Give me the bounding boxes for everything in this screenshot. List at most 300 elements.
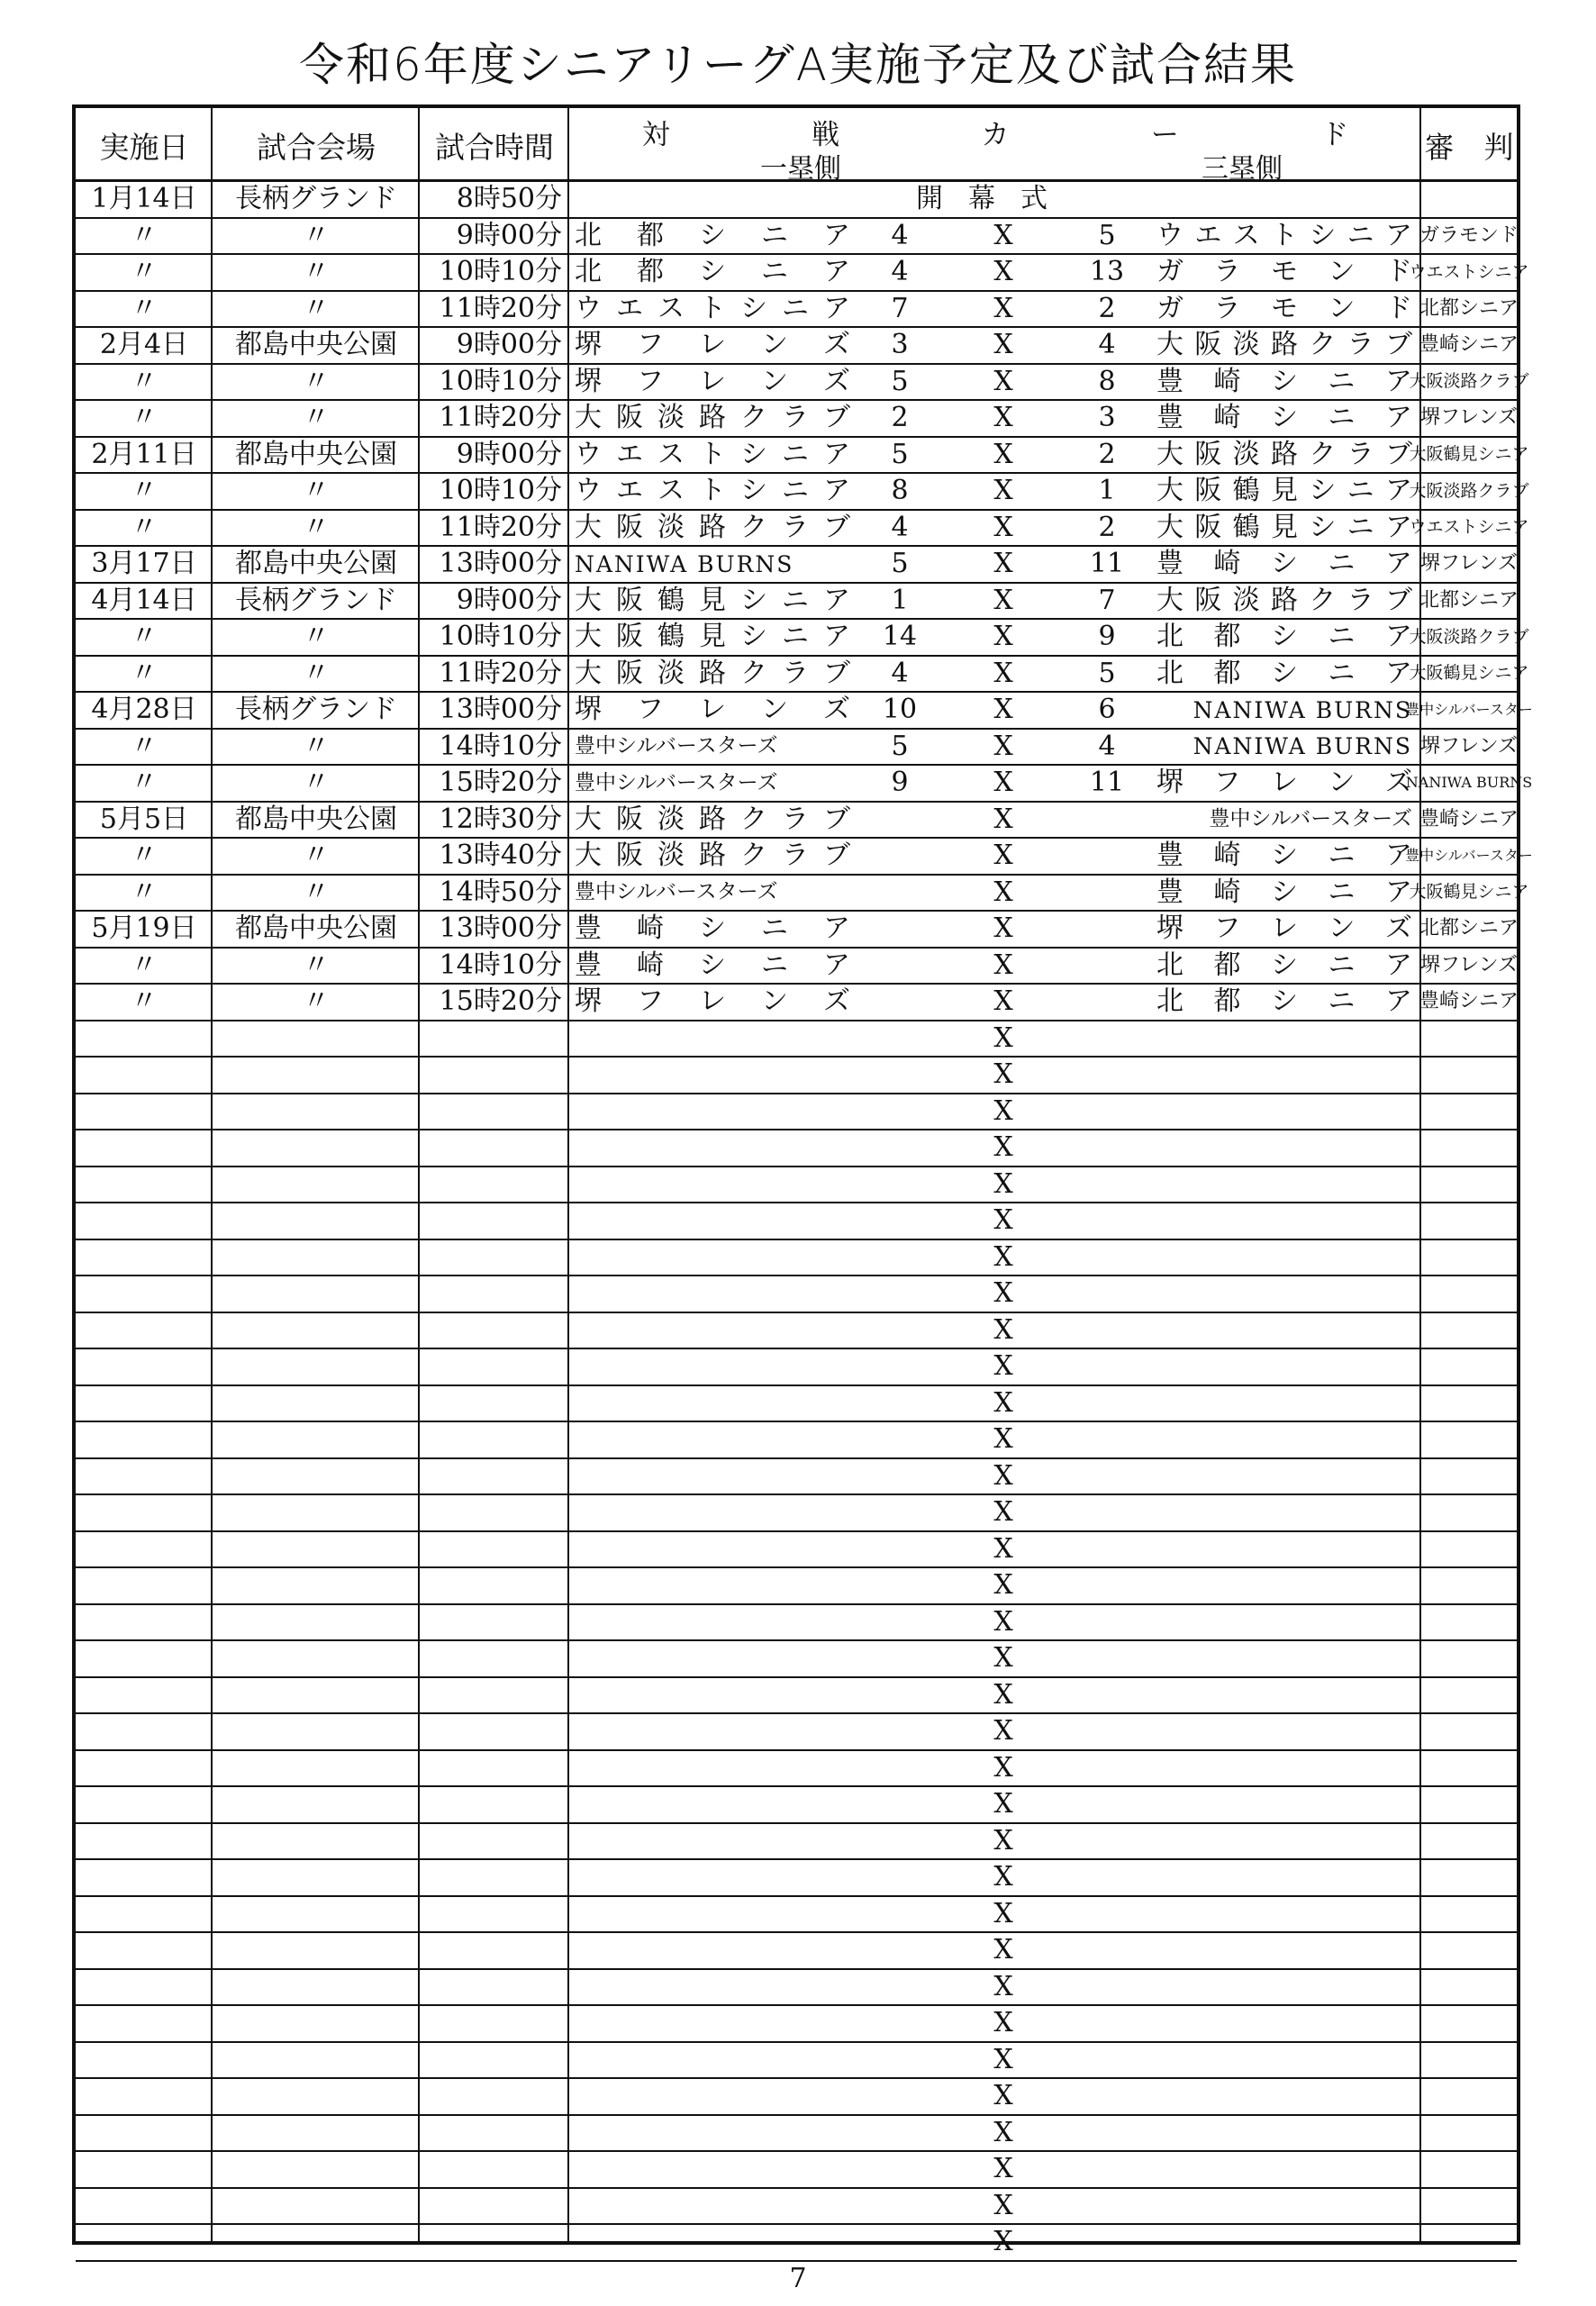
empty-table-row: [76, 1824, 1517, 1861]
row-third-base-team: ガ ラ モ ン ド: [1156, 256, 1412, 287]
row-first-base-team: 大 阪 淡 路 ク ラ ブ: [575, 402, 850, 433]
empty-table-row: [76, 1751, 1517, 1788]
row-venue: 〃: [303, 949, 330, 981]
row-third-base-score: 8: [1098, 365, 1116, 397]
row-first-base-score: 5: [891, 438, 909, 470]
row-versus-mark: X: [993, 1167, 1013, 1200]
row-versus-mark: X: [993, 2080, 1013, 2111]
table-row: [76, 219, 1517, 256]
row-date: 〃: [131, 949, 158, 981]
row-first-base-team: 堺 フ レ ン ズ: [575, 329, 850, 360]
header-third-base: 三塁側: [1202, 153, 1283, 185]
row-versus-mark: X: [993, 767, 1013, 798]
row-versus-mark: X: [993, 2043, 1013, 2075]
empty-table-row: [76, 1970, 1517, 2007]
row-third-base-team: 大 阪 鶴 見 シ ニ ア: [1156, 511, 1412, 543]
row-venue: 〃: [303, 730, 330, 762]
empty-table-row: [76, 2043, 1517, 2080]
row-first-base-team: ウ エ ス ト シ ニ ア: [575, 475, 850, 506]
row-third-base-team: 豊中シルバースターズ: [1209, 807, 1412, 831]
table-row: [76, 949, 1517, 985]
row-third-base-team: ガ ラ モ ン ド: [1156, 292, 1412, 324]
row-umpire: 北都シニア: [1419, 588, 1519, 612]
row-third-base-team: 豊 崎 シ ニ ア: [1156, 365, 1412, 397]
row-versus-mark: X: [993, 1423, 1013, 1455]
row-time: 9時00分: [456, 584, 562, 616]
row-time: 14時10分: [439, 730, 562, 762]
row-versus-mark: X: [993, 949, 1013, 981]
table-row: [76, 766, 1533, 803]
row-first-base-team: 大 阪 淡 路 ク ラ ブ: [575, 511, 850, 543]
row-versus-mark: X: [993, 1861, 1013, 1893]
row-time: 15時20分: [439, 767, 562, 798]
row-date: 〃: [131, 621, 158, 652]
row-third-base-score: 1: [1098, 475, 1116, 506]
row-first-base-team: 堺 フ レ ン ズ: [575, 985, 850, 1017]
empty-table-row: [76, 1386, 1517, 1423]
row-venue: 長柄グランド: [235, 694, 397, 725]
row-first-base-team: 堺 フ レ ン ズ: [575, 365, 850, 397]
row-first-base-team: 北 都 シ ニ ア: [575, 219, 850, 251]
row-third-base-score: [1057, 912, 1156, 946]
row-third-base-team: 北 都 シ ニ ア: [1156, 985, 1412, 1017]
row-time: 13時00分: [439, 548, 562, 579]
row-venue: 長柄グランド: [235, 584, 397, 616]
empty-table-row: [76, 1897, 1517, 1934]
table-row: [76, 985, 1517, 1021]
row-umpire: 堺フレンズ: [1420, 406, 1518, 429]
empty-table-row: [76, 2225, 1517, 2262]
empty-table-row: [76, 1240, 1517, 1277]
row-third-base-score: [1057, 985, 1156, 1019]
row-date: 〃: [131, 475, 158, 506]
header-match-char: ド: [1320, 119, 1349, 151]
empty-table-row: [76, 1276, 1517, 1313]
row-first-base-team: 堺 フ レ ン ズ: [575, 694, 850, 725]
row-third-base-score: 5: [1098, 657, 1116, 689]
row-first-base-score: [850, 985, 949, 1019]
row-umpire: 大阪淡路クラブ: [1409, 371, 1529, 391]
table-row: [76, 511, 1529, 548]
row-umpire: ウエストシニア: [1409, 261, 1529, 282]
row-date: 4月14日: [91, 584, 197, 616]
empty-table-row: [76, 2189, 1517, 2226]
row-versus-mark: X: [993, 803, 1013, 835]
row-third-base-score: 3: [1098, 402, 1116, 433]
schedule-table: [72, 104, 1533, 2257]
row-umpire: 大阪淡路クラブ: [1409, 480, 1529, 501]
row-umpire: ウエストシニア: [1409, 517, 1529, 537]
row-first-base-score: 7: [891, 292, 909, 324]
row-first-base-team: 豊中シルバースターズ: [575, 734, 778, 758]
row-third-base-team: 大 阪 淡 路 ク ラ ブ: [1156, 329, 1412, 360]
row-first-base-score: 5: [891, 730, 909, 762]
row-time: 11時20分: [439, 402, 562, 433]
row-umpire: 堺フレンズ: [1420, 552, 1518, 575]
row-versus-mark: X: [993, 438, 1013, 470]
table-row: [76, 547, 1517, 584]
row-umpire: 大阪鶴見シニア: [1409, 663, 1529, 683]
row-date: 2月4日: [99, 329, 189, 360]
row-third-base-team: 豊 崎 シ ニ ア: [1156, 402, 1412, 433]
row-versus-mark: X: [993, 694, 1013, 725]
row-versus-mark: X: [993, 912, 1013, 944]
row-time: 13時00分: [439, 912, 562, 944]
empty-table-row: [76, 1349, 1517, 1386]
row-umpire: 豊中シルバースター: [1405, 701, 1533, 718]
header-match-char: カ: [981, 119, 1010, 151]
row-time: 9時00分: [456, 438, 562, 470]
empty-table-row: [76, 1933, 1517, 1970]
empty-table-row: [76, 1094, 1517, 1131]
row-umpire: ガラモンド: [1419, 223, 1519, 247]
empty-table-row: [76, 1568, 1517, 1605]
row-first-base-score: [850, 876, 949, 910]
row-venue: 〃: [303, 511, 330, 543]
empty-table-row: [76, 1313, 1517, 1350]
row-time: 13時00分: [439, 694, 562, 725]
row-first-base-team: 大 阪 淡 路 ク ラ ブ: [575, 840, 850, 871]
row-third-base-score: [1057, 876, 1156, 910]
row-time: 11時20分: [439, 511, 562, 543]
row-versus-mark: X: [993, 1605, 1013, 1638]
row-versus-mark: X: [993, 1970, 1013, 2002]
table-row: [76, 182, 1517, 219]
row-time: 9時00分: [456, 219, 562, 251]
header-venue: 試合会場: [257, 129, 376, 165]
row-venue: 〃: [303, 985, 330, 1017]
row-third-base-score: 2: [1098, 438, 1116, 470]
row-first-base-team: 大 阪 鶴 見 シ ニ ア: [575, 584, 850, 616]
column-divider: [418, 108, 420, 2241]
row-third-base-score: [1057, 803, 1156, 837]
empty-table-row: [76, 1641, 1517, 1678]
row-third-base-team: NANIWA BURNS: [1192, 696, 1412, 723]
table-row: [76, 255, 1529, 292]
column-divider: [567, 108, 569, 2241]
empty-table-row: [76, 1605, 1517, 1642]
row-versus-mark: X: [993, 511, 1013, 543]
table-row: [76, 839, 1533, 876]
row-third-base-score: 13: [1089, 256, 1125, 287]
row-first-base-score: 14: [882, 621, 918, 652]
row-versus-mark: X: [993, 730, 1013, 762]
table-row: [76, 438, 1529, 475]
row-third-base-team: 堺 フ レ ン ズ: [1156, 767, 1412, 798]
empty-table-row: [76, 1422, 1517, 1459]
row-date: 〃: [131, 876, 158, 908]
row-versus-mark: X: [993, 402, 1013, 433]
row-date: 〃: [131, 840, 158, 871]
row-third-base-score: 4: [1098, 730, 1116, 762]
row-versus-mark: X: [993, 876, 1013, 908]
row-first-base-score: 4: [891, 219, 909, 251]
row-third-base-score: 6: [1098, 694, 1116, 725]
row-date: 4月28日: [91, 694, 197, 725]
row-date: 5月19日: [91, 912, 197, 944]
row-date: 〃: [131, 767, 158, 798]
header-umpire: 審 判: [1424, 129, 1514, 165]
page-number: 7: [789, 2263, 807, 2294]
row-versus-mark: X: [993, 1642, 1013, 1674]
row-third-base-team: 豊 崎 シ ニ ア: [1156, 840, 1412, 871]
row-versus-mark: X: [993, 2153, 1013, 2184]
row-third-base-score: 11: [1089, 767, 1125, 798]
row-venue: 〃: [303, 365, 330, 397]
table-header: [76, 108, 1517, 185]
row-date: 5月5日: [99, 803, 189, 835]
table-row: [76, 584, 1517, 621]
row-date: 3月17日: [91, 548, 197, 579]
row-third-base-team: 北 都 シ ニ ア: [1156, 621, 1412, 652]
row-third-base-score: [1057, 949, 1156, 983]
row-time: 14時10分: [439, 949, 562, 981]
header-first-base: 一塁側: [760, 153, 841, 185]
row-venue: 都島中央公園: [235, 329, 397, 360]
row-umpire: 大阪鶴見シニア: [1409, 882, 1529, 902]
row-venue: 〃: [303, 657, 330, 689]
row-third-base-team: 大 阪 淡 路 ク ラ ブ: [1156, 438, 1412, 470]
row-first-base-team: 北 都 シ ニ ア: [575, 256, 850, 287]
row-umpire: 北都シニア: [1419, 296, 1519, 320]
row-versus-mark: X: [993, 1131, 1013, 1163]
table-body: [76, 182, 1533, 2262]
empty-table-row: [76, 1021, 1517, 1058]
row-venue: 〃: [303, 621, 330, 652]
row-versus-mark: X: [993, 1824, 1013, 1857]
row-first-base-score: [850, 803, 949, 837]
row-first-base-team: 大 阪 淡 路 ク ラ ブ: [575, 803, 850, 835]
row-date: 〃: [131, 985, 158, 1017]
row-time: 15時20分: [439, 985, 562, 1017]
row-umpire: 大阪鶴見シニア: [1409, 444, 1529, 464]
row-first-base-team: 豊中シルバースターズ: [575, 770, 778, 794]
row-venue: 〃: [303, 840, 330, 871]
row-versus-mark: X: [993, 1751, 1013, 1784]
table-row: [76, 693, 1533, 730]
empty-table-row: [76, 1787, 1517, 1824]
row-versus-mark: X: [993, 584, 1013, 616]
row-third-base-score: [1057, 839, 1156, 873]
row-venue: 都島中央公園: [235, 438, 397, 470]
row-venue: 長柄グランド: [235, 183, 397, 214]
header-match-title: [571, 112, 1419, 152]
row-first-base-team: 大 阪 淡 路 ク ラ ブ: [575, 657, 850, 689]
row-third-base-team: 北 都 シ ニ ア: [1156, 657, 1412, 689]
row-time: 11時20分: [439, 292, 562, 324]
row-first-base-team: 豊 崎 シ ニ ア: [575, 912, 850, 944]
row-third-base-team: 豊 崎 シ ニ ア: [1156, 548, 1412, 579]
row-third-base-team: ウ エ ス ト シ ニ ア: [1156, 219, 1412, 251]
row-third-base-score: 2: [1098, 292, 1116, 324]
row-versus-mark: X: [993, 548, 1013, 579]
row-versus-mark: X: [993, 1058, 1013, 1090]
row-time: 11時20分: [439, 657, 562, 689]
row-versus-mark: X: [993, 1386, 1013, 1419]
row-date: 〃: [131, 219, 158, 251]
row-versus-mark: X: [993, 985, 1013, 1017]
table-row: [76, 620, 1529, 657]
row-venue: 〃: [303, 219, 330, 251]
row-first-base-score: [850, 839, 949, 873]
row-time: 14時50分: [439, 876, 562, 908]
row-umpire: NANIWA BURNS: [1405, 774, 1533, 791]
row-time: 9時00分: [456, 329, 562, 360]
column-divider: [1419, 108, 1421, 2241]
row-date: 1月14日: [91, 183, 197, 214]
row-umpire: 豊崎シニア: [1419, 333, 1519, 356]
row-time: 12時30分: [439, 803, 562, 835]
empty-table-row: [76, 1203, 1517, 1240]
row-versus-mark: X: [993, 256, 1013, 287]
row-third-base-score: 4: [1098, 329, 1116, 360]
header-match-char: 対: [641, 119, 670, 151]
row-venue: 〃: [303, 402, 330, 433]
table-row: [76, 730, 1517, 767]
header-date: 実施日: [99, 129, 189, 165]
row-umpire: 豊崎シニア: [1419, 807, 1519, 831]
row-first-base-score: 9: [891, 767, 909, 798]
row-versus-mark: X: [993, 1277, 1013, 1309]
row-versus-mark: X: [993, 1021, 1013, 1054]
row-versus-mark: X: [993, 365, 1013, 397]
row-time: 10時10分: [439, 256, 562, 287]
row-first-base-team: 豊 崎 シ ニ ア: [575, 949, 850, 981]
empty-table-row: [76, 1714, 1517, 1751]
row-versus-mark: X: [993, 2226, 1013, 2257]
row-third-base-team: 大 阪 淡 路 ク ラ ブ: [1156, 584, 1412, 616]
row-versus-mark: X: [993, 1240, 1013, 1273]
row-venue: 〃: [303, 767, 330, 798]
empty-table-row: [76, 1860, 1517, 1897]
row-first-base-score: 4: [891, 511, 909, 543]
row-versus-mark: X: [993, 1459, 1013, 1492]
row-first-base-team: 大 阪 鶴 見 シ ニ ア: [575, 621, 850, 652]
row-date: 〃: [131, 256, 158, 287]
row-first-base-score: 10: [882, 694, 918, 725]
row-date: 2月11日: [91, 438, 197, 470]
row-date: 〃: [131, 511, 158, 543]
row-third-base-team: NANIWA BURNS: [1192, 733, 1412, 759]
row-third-base-score: 9: [1098, 621, 1116, 652]
row-first-base-score: 5: [891, 548, 909, 579]
empty-table-row: [76, 2116, 1517, 2153]
header-time: 試合時間: [435, 129, 554, 165]
row-third-base-team: 豊 崎 シ ニ ア: [1156, 876, 1412, 908]
row-umpire: 北都シニア: [1419, 917, 1519, 940]
row-versus-mark: X: [993, 2116, 1013, 2148]
table-row: [76, 876, 1529, 912]
row-first-base-score: 4: [891, 256, 909, 287]
row-versus-mark: X: [993, 1204, 1013, 1236]
empty-table-row: [76, 1532, 1517, 1569]
row-versus-mark: X: [993, 657, 1013, 689]
header-match: [571, 108, 1419, 185]
table-row: [76, 328, 1517, 365]
empty-table-row: [76, 1058, 1517, 1094]
row-versus-mark: X: [993, 219, 1013, 251]
table-row: [76, 401, 1517, 438]
row-third-base-team: 大 阪 鶴 見 シ ニ ア: [1156, 475, 1412, 506]
row-third-base-score: 5: [1098, 219, 1116, 251]
row-date: 〃: [131, 657, 158, 689]
row-versus-mark: X: [993, 1934, 1013, 1966]
table-row: [76, 292, 1517, 329]
row-date: 〃: [131, 365, 158, 397]
row-date: 〃: [131, 730, 158, 762]
empty-table-row: [76, 1130, 1517, 1167]
header-match-char: 戦: [812, 119, 840, 151]
row-versus-mark: X: [993, 329, 1013, 360]
row-time: 10時10分: [439, 621, 562, 652]
row-venue: 都島中央公園: [235, 803, 397, 835]
row-umpire: 豊中シルバースター: [1405, 847, 1533, 864]
row-umpire: 堺フレンズ: [1420, 953, 1518, 976]
row-venue: 都島中央公園: [235, 548, 397, 579]
row-versus-mark: X: [993, 475, 1013, 506]
row-umpire: 豊崎シニア: [1419, 990, 1519, 1012]
row-first-base-team: ウ エ ス ト シ ニ ア: [575, 438, 850, 470]
row-first-base-score: [850, 912, 949, 946]
row-umpire: 大阪淡路クラブ: [1409, 626, 1529, 647]
row-umpire: 堺フレンズ: [1420, 734, 1518, 758]
row-versus-mark: X: [993, 1569, 1013, 1601]
row-first-base-team: NANIWA BURNS: [575, 550, 794, 577]
page-title: 令和6年度シニアリーグA実施予定及び試合結果: [298, 39, 1297, 91]
opening-ceremony: 開幕式: [916, 183, 1073, 214]
empty-table-row: [76, 2006, 1517, 2043]
empty-table-row: [76, 2152, 1517, 2189]
row-third-base-score: 7: [1098, 584, 1116, 616]
table-row: [76, 803, 1517, 840]
row-time: 13時40分: [439, 840, 562, 871]
row-venue: 〃: [303, 292, 330, 324]
row-versus-mark: X: [993, 1094, 1013, 1127]
row-venue: 〃: [303, 256, 330, 287]
row-first-base-score: [850, 949, 949, 983]
row-venue: 都島中央公園: [235, 912, 397, 944]
row-first-base-team: ウ エ ス ト シ ニ ア: [575, 292, 850, 324]
table-row: [76, 474, 1529, 511]
row-versus-mark: X: [993, 1788, 1013, 1820]
empty-table-row: [76, 1678, 1517, 1715]
row-first-base-score: 4: [891, 657, 909, 689]
table-row: [76, 365, 1529, 402]
row-versus-mark: X: [993, 840, 1013, 871]
row-time: 10時10分: [439, 475, 562, 506]
row-first-base-score: 8: [891, 475, 909, 506]
empty-table-row: [76, 1167, 1517, 1204]
row-third-base-score: 2: [1098, 511, 1116, 543]
row-first-base-score: 1: [891, 584, 909, 616]
row-versus-mark: X: [993, 1313, 1013, 1346]
column-divider: [211, 108, 213, 2241]
row-versus-mark: X: [993, 1715, 1013, 1747]
row-first-base-score: 3: [891, 329, 909, 360]
row-venue: 〃: [303, 876, 330, 908]
table-row: [76, 912, 1517, 949]
header-match-char: ー: [1150, 119, 1179, 151]
row-versus-mark: X: [993, 292, 1013, 324]
row-versus-mark: X: [993, 1532, 1013, 1565]
row-versus-mark: X: [993, 1678, 1013, 1711]
row-venue: 〃: [303, 475, 330, 506]
row-first-base-score: 5: [891, 365, 909, 397]
row-time: 8時50分: [456, 183, 562, 214]
row-time: 10時10分: [439, 365, 562, 397]
row-versus-mark: X: [993, 1350, 1013, 1382]
table-row: [76, 657, 1529, 694]
